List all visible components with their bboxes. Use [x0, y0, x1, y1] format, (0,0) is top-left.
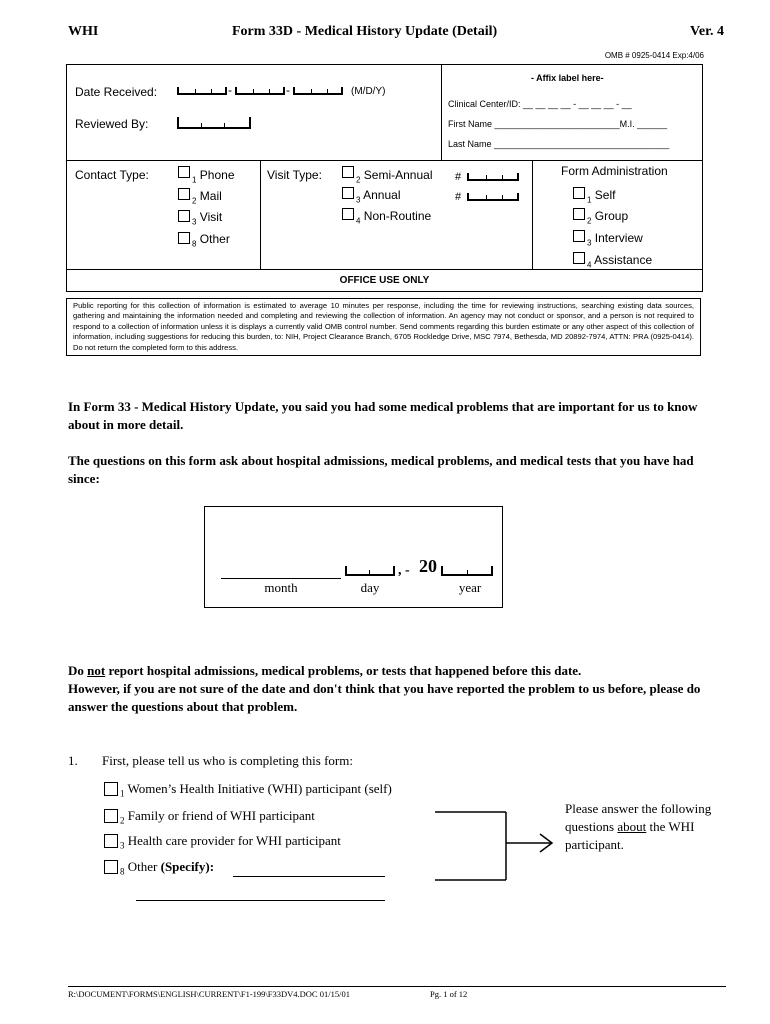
month-label: month — [264, 580, 298, 595]
contact-visit-label: $_3$ Visit — [192, 210, 223, 227]
admin-self-label: $_1$ Self — [587, 188, 616, 205]
form-title: Form 33D - Medical History Update (Detail) — [232, 24, 498, 39]
omb-number: OMB # 0925-0414 Exp:4/06 — [604, 51, 704, 60]
office-use-only-label: OFFICE USE ONLY — [339, 275, 430, 286]
contact-visit-checkbox[interactable] — [178, 210, 190, 222]
date-received-label: Date Received: — [75, 85, 158, 99]
date-received-month[interactable] — [177, 87, 227, 95]
footer-path: R:\DOCUMENT\FORMS\ENGLISH\CURRENT\F1-199\F33DV4.DOC 01/15/01 — [68, 989, 350, 999]
visit-semiannual-label: $_2$ Semi-Annual — [356, 168, 433, 185]
date-received-day[interactable] — [235, 87, 285, 95]
q1-other-specify-line[interactable] — [233, 876, 385, 877]
date-received-year[interactable] — [293, 87, 343, 95]
visit-annual-label: $_3$ Annual — [356, 188, 401, 205]
intro-paragraph-2: The questions on this form ask about hospital admissions, medical problems, and medical tests that you have had since: — [68, 453, 694, 486]
year-label: year — [458, 580, 482, 595]
reviewed-by-field[interactable] — [177, 117, 251, 129]
contact-mail-label: $_2$ Mail — [192, 189, 222, 206]
contact-mail-checkbox[interactable] — [178, 188, 190, 200]
q1-family-checkbox[interactable] — [104, 809, 118, 823]
day-field[interactable] — [345, 566, 395, 576]
question-1-text: First, please tell us who is completing this form: — [102, 753, 353, 768]
contact-other-label: $_8$ Other — [192, 232, 230, 249]
visit-number-field-1[interactable] — [467, 173, 519, 181]
q1-provider-label: $_3$ Health care provider for WHI participant — [120, 833, 341, 851]
q1-answer-note: Please answer the following questions about the WHI participant. — [565, 801, 712, 852]
contact-phone-label: $_1$ Phone — [192, 168, 235, 185]
q1-self-label: $_1$ Women’s Health Initiative (WHI) participant (self) — [120, 781, 392, 799]
office-use-box: Date Received: - - (M/D/Y) Reviewed By: - Affix label here- Clinical Center/ID: __ __ __ __ - __ __ __ - __ First Name _________________________M.I. ______ Last Name ___________________________________ Contact Type: $_1$ Phone $_2$ Mail $_3$ Visit $_8$ Other Visit Type: $_2$ Semi-Annual $_3$ Annual $_4$ Non-Routine # # Form Administration $_1$ Self $_2$ Group $_3$ Interview $_4$ Assistance OFFICE USE ONLY — [66, 64, 703, 292]
q1-self-checkbox[interactable] — [104, 782, 118, 796]
clinical-center-field[interactable]: Clinical Center/ID: __ __ __ __ - __ __ __ - __ — [448, 99, 632, 109]
first-name-field[interactable]: First Name _________________________M.I. ______ — [448, 119, 668, 129]
contact-phone-checkbox[interactable] — [178, 166, 190, 178]
visit-type-label: Visit Type: — [267, 168, 322, 182]
form-org: WHI — [68, 24, 99, 39]
date-comma: , - — [398, 563, 410, 578]
admin-assistance-checkbox[interactable] — [573, 252, 585, 264]
admin-interview-checkbox[interactable] — [573, 230, 585, 242]
footer-rule — [68, 986, 726, 987]
contact-type-label: Contact Type: — [75, 168, 149, 182]
year-prefix: 20 — [419, 556, 437, 576]
warning-paragraph: Do not report hospital admissions, medical problems, or tests that happened before this date. However, if you are not sure of the date and don't think that you have reported the problem to us before, please do answer the questions about that problem. — [68, 663, 701, 714]
footer-page: Pg. 1 of 12 — [430, 989, 468, 999]
admin-group-label: $_2$ Group — [587, 209, 629, 226]
form-version: Ver. 4 — [690, 24, 724, 39]
contact-other-checkbox[interactable] — [178, 232, 190, 244]
month-line[interactable] — [221, 578, 341, 579]
q1-family-label: $_2$ Family or friend of WHI participant — [120, 808, 315, 826]
reviewed-by-label: Reviewed By: — [75, 117, 149, 131]
visit-nonroutine-checkbox[interactable] — [342, 208, 354, 220]
intro-paragraph-1: In Form 33 - Medical History Update, you said you had some medical problems that are important for us to know about in more detail. — [68, 399, 698, 432]
visit-annual-checkbox[interactable] — [342, 187, 354, 199]
visit-number-field-2[interactable] — [467, 193, 519, 201]
visit-number-hash-1: # — [455, 171, 462, 183]
date-format-hint: (M/D/Y) — [351, 86, 386, 97]
admin-group-checkbox[interactable] — [573, 208, 585, 220]
since-date-box — [204, 506, 503, 608]
q1-other-specify-line-2[interactable] — [136, 900, 385, 901]
year-field[interactable] — [441, 566, 493, 576]
q1-other-label: $_8$ Other (Specify): — [120, 859, 215, 877]
visit-number-hash-2: # — [455, 191, 462, 203]
admin-assistance-label: $_4$ Assistance — [587, 253, 653, 270]
q1-other-checkbox[interactable] — [104, 860, 118, 874]
visit-semiannual-checkbox[interactable] — [342, 166, 354, 178]
last-name-field[interactable]: Last Name ___________________________________ — [448, 139, 670, 149]
admin-self-checkbox[interactable] — [573, 187, 585, 199]
form-admin-label: Form Administration — [561, 164, 668, 178]
visit-nonroutine-label: $_4$ Non-Routine — [356, 209, 432, 226]
affix-label-text: - Affix label here- — [531, 73, 604, 83]
question-1-number: 1. — [68, 753, 78, 768]
admin-interview-label: $_3$ Interview — [587, 231, 643, 248]
public-reporting-notice: Public reporting for this collection of information is estimated to average 10 minutes per response, including the time for reviewing instructions, searching existing data sources, gathering and maintaining the information needed and completing and reviewing the collection of information. An agency may not conduct or sponsor, and a person is not required to respond to a collection of information unless it is displays a currently valid OMB control number. Send comments regarding this burden estimate or any other aspect of this collection of information, including suggestions for reducing this burden, to: NIH, Project Clearance Branch, 6705 Rockledge Drive, MSC 7974, Bethesda, MD 20892-7974, ATTN: PRA (0925-0414). Do not return the completed form to this address. — [66, 298, 701, 356]
q1-provider-checkbox[interactable] — [104, 834, 118, 848]
bracket-arrow-icon — [430, 805, 566, 885]
day-label: day — [360, 580, 380, 595]
